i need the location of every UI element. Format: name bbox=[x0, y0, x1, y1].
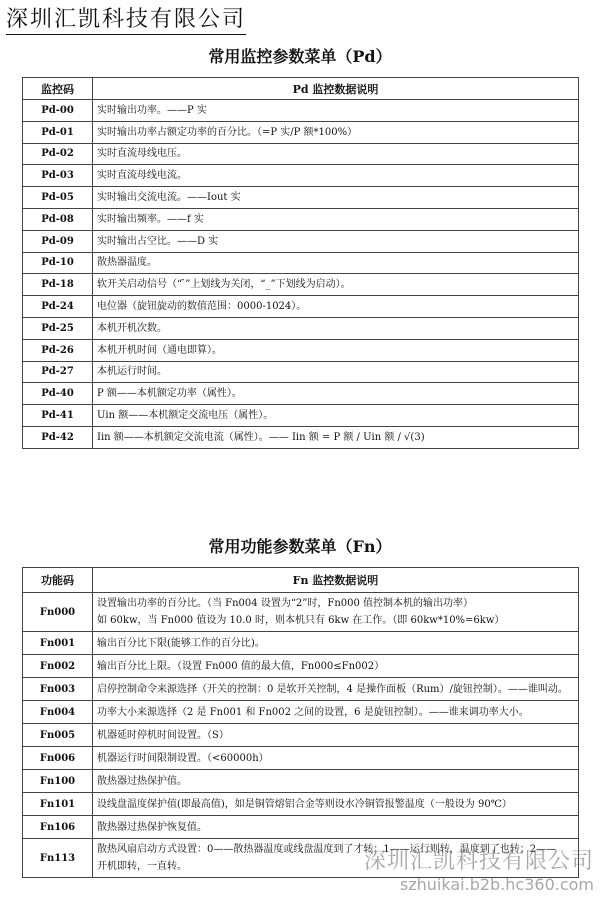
table-row bbox=[23, 383, 579, 405]
row-desc bbox=[93, 317, 579, 339]
row-desc-line: 实时输出占空比。——D 实 bbox=[97, 235, 219, 247]
row-desc-line: 实时直流母线电流。 bbox=[97, 170, 187, 182]
row-desc bbox=[93, 747, 579, 770]
table-row bbox=[23, 678, 579, 701]
company-name: 深圳汇凯科技有限公司 bbox=[6, 2, 246, 35]
table-row bbox=[23, 747, 579, 770]
row-desc-line: 散热器温度。 bbox=[97, 257, 157, 269]
row-desc-line: 开机即转，一直转。 bbox=[97, 861, 187, 872]
row-desc-line: 设线盘温度保护值(即最高值)，如是铜管熔铝合金等则设水冷铜管报警温度（一般设为 90℃） bbox=[97, 798, 512, 810]
row-desc-line: 输出百分比上限。（设置 Fn000 值的最大值，Fn000≤Fn002） bbox=[97, 660, 385, 672]
row-code: Fn005 bbox=[23, 724, 93, 747]
row-code: Fn004 bbox=[23, 701, 93, 724]
row-desc-line: 软开关启动信号（“ ̄”上划线为关闭，“_”下划线为启动）。 bbox=[97, 279, 351, 291]
pd-table bbox=[22, 77, 579, 449]
table-row bbox=[23, 632, 579, 655]
row-desc bbox=[93, 165, 579, 187]
row-desc bbox=[93, 100, 579, 122]
row-desc bbox=[93, 383, 579, 405]
table-row bbox=[23, 252, 579, 274]
row-code: Pd-03 bbox=[23, 165, 93, 187]
row-code: Pd-09 bbox=[23, 230, 93, 252]
row-desc bbox=[93, 655, 579, 678]
row-desc bbox=[93, 143, 579, 165]
table-row bbox=[23, 187, 579, 209]
row-desc bbox=[93, 339, 579, 361]
row-code: Pd-24 bbox=[23, 296, 93, 318]
row-desc bbox=[93, 724, 579, 747]
table-row bbox=[23, 361, 579, 383]
table-row bbox=[23, 426, 579, 448]
header-code: 监控码 bbox=[23, 78, 93, 100]
table-row bbox=[23, 593, 579, 632]
row-desc bbox=[93, 632, 579, 655]
row-code: Fn001 bbox=[23, 632, 93, 655]
row-code: Pd-40 bbox=[23, 383, 93, 405]
row-desc-line: 机器运行时间限制设置。（<60000h） bbox=[97, 752, 269, 764]
row-desc bbox=[93, 361, 579, 383]
row-desc-line: 启停控制命令来源选择（开关的控制：0 是软开关控制，4 是操作面板（Rum）/旋钮控制）。——谁叫动。 bbox=[97, 683, 568, 695]
row-code: Pd-05 bbox=[23, 187, 93, 209]
row-code: Fn100 bbox=[23, 770, 93, 793]
table-row bbox=[23, 770, 579, 793]
row-code: Pd-25 bbox=[23, 317, 93, 339]
row-desc-line: Uin 额——本机额定交流电压（属性）。 bbox=[97, 410, 274, 422]
row-desc-line: P 额——本机额定功率（属性）。 bbox=[97, 388, 242, 400]
row-code: Fn003 bbox=[23, 678, 93, 701]
row-code: Pd-10 bbox=[23, 252, 93, 274]
row-code: Pd-42 bbox=[23, 426, 93, 448]
table-row bbox=[23, 121, 579, 143]
row-desc bbox=[93, 770, 579, 793]
table-row bbox=[23, 405, 579, 427]
row-desc-line: 本机运行时间。 bbox=[97, 366, 167, 378]
row-code: Pd-26 bbox=[23, 339, 93, 361]
row-code: Fn000 bbox=[23, 593, 93, 632]
row-desc-line: 设置输出功率的百分比。（当 Fn004 设置为“2”时，Fn000 值控制本机的输出功率） bbox=[97, 598, 474, 609]
table-row bbox=[23, 724, 579, 747]
header-code: 功能码 bbox=[23, 568, 93, 593]
row-desc bbox=[93, 593, 579, 632]
row-desc-line: 实时直流母线电压。 bbox=[97, 148, 187, 160]
table-row bbox=[23, 230, 579, 252]
row-desc bbox=[93, 816, 579, 839]
watermark-url: szhuikai.b2b.hc360.com bbox=[399, 875, 594, 894]
section-title-fn: 常用功能参数菜单（Fn） bbox=[208, 537, 392, 556]
row-code: Pd-01 bbox=[23, 121, 93, 143]
row-code: Pd-02 bbox=[23, 143, 93, 165]
table-row bbox=[23, 655, 579, 678]
table-row bbox=[23, 274, 579, 296]
header-desc: Pd 监控数据说明 bbox=[93, 78, 579, 100]
row-code: Pd-27 bbox=[23, 361, 93, 383]
row-desc bbox=[93, 187, 579, 209]
table-row bbox=[23, 143, 579, 165]
table-row bbox=[23, 339, 579, 361]
table-row bbox=[23, 296, 579, 318]
row-desc bbox=[93, 252, 579, 274]
row-desc-line: Iin 额——本机额定交流电流（属性）。—— Iin 额 = P 额 / Uin 额 / √(3) bbox=[97, 431, 425, 443]
row-desc bbox=[93, 678, 579, 701]
watermark-company: 深圳汇凯科技有限公司 bbox=[363, 849, 594, 874]
row-desc bbox=[93, 405, 579, 427]
row-desc-line: 实时输出频率。——f 实 bbox=[97, 213, 204, 225]
row-code: Fn006 bbox=[23, 747, 93, 770]
row-desc-line: 本机开机次数。 bbox=[97, 322, 167, 334]
row-code: Fn106 bbox=[23, 816, 93, 839]
fn-table bbox=[22, 567, 579, 878]
row-desc bbox=[93, 208, 579, 230]
table-row bbox=[23, 701, 579, 724]
row-code: Pd-08 bbox=[23, 208, 93, 230]
table-row bbox=[23, 816, 579, 839]
row-desc-line: 实时输出交流电流。——Iout 实 bbox=[97, 192, 241, 204]
row-desc-line: 散热器过热保护值。 bbox=[97, 775, 187, 787]
row-desc-line: 输出百分比下限(能够工作的百分比)。 bbox=[97, 637, 265, 649]
row-desc bbox=[93, 121, 579, 143]
row-code: Fn113 bbox=[23, 839, 93, 878]
row-code: Fn101 bbox=[23, 793, 93, 816]
watermark bbox=[364, 844, 594, 894]
table-row bbox=[23, 208, 579, 230]
row-desc-line: 散热器过热保护恢复值。 bbox=[97, 821, 207, 833]
row-desc-line: 如 60kw，当 Fn000 值设为 10.0 时，则本机只有 6kw 在工作。（即 60kw*10%=6kw） bbox=[97, 615, 505, 626]
table-row bbox=[23, 317, 579, 339]
row-code: Pd-00 bbox=[23, 100, 93, 122]
row-desc bbox=[93, 296, 579, 318]
row-desc-line: 实时输出功率占额定功率的百分比。（=P 实/P 额*100%） bbox=[97, 126, 358, 138]
header-desc: Fn 监控数据说明 bbox=[93, 568, 579, 593]
row-code: Pd-18 bbox=[23, 274, 93, 296]
row-desc-line: 实时输出功率。——P 实 bbox=[97, 104, 207, 116]
table-row bbox=[23, 793, 579, 816]
row-code: Fn002 bbox=[23, 655, 93, 678]
row-desc bbox=[93, 426, 579, 448]
row-desc bbox=[93, 701, 579, 724]
table-row bbox=[23, 165, 579, 187]
row-desc-line: 电位器（旋钮旋动的数值范围：0000-1024）。 bbox=[97, 301, 307, 313]
row-desc bbox=[93, 274, 579, 296]
row-desc-line: 机器延时停机时间设置。（S） bbox=[97, 729, 229, 741]
row-code: Pd-41 bbox=[23, 405, 93, 427]
table-row bbox=[23, 100, 579, 122]
row-desc bbox=[93, 793, 579, 816]
row-desc bbox=[93, 230, 579, 252]
section-title-pd: 常用监控参数菜单（Pd） bbox=[208, 47, 392, 66]
row-desc-line: 功率大小来源选择（2 是 Fn001 和 Fn002 之间的设置，6 是旋钮控制）。——谁来调功率大小。 bbox=[97, 706, 529, 718]
row-desc-line: 本机开机时间（通电即算）。 bbox=[97, 344, 222, 356]
row-desc-line: 散热风扇启动方式设置：0——散热器温度或线盘温度到了才转；1——运行则转，温度到了也转；2—— bbox=[97, 844, 557, 855]
